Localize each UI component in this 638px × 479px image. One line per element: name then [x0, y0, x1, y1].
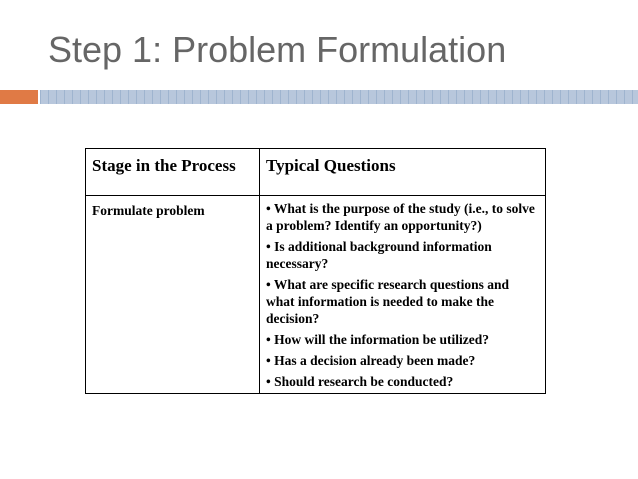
question-item: • Should research be conducted?	[266, 374, 454, 389]
question-item: • Has a decision already been made?	[266, 353, 476, 368]
question-list	[266, 200, 539, 390]
header-typical-questions: Typical Questions	[260, 149, 546, 196]
question-item: • How will the information be utilized?	[266, 332, 489, 347]
stage-cell: Formulate problem	[86, 196, 260, 394]
questions-cell	[260, 196, 546, 394]
table-row	[86, 196, 546, 394]
header-stage: Stage in the Process	[86, 149, 260, 196]
table-header-row	[86, 149, 546, 196]
title-accent-bar-blue	[40, 90, 638, 104]
question-item: • What is the purpose of the study (i.e., to solve a problem? Identify an opportunity?)	[266, 201, 535, 233]
stage-questions-table	[85, 148, 546, 394]
question-item: • Is additional background information necessary?	[266, 239, 492, 271]
title-accent-bar-orange	[0, 90, 38, 104]
question-item: • What are specific research questions and what information is needed to make the decision?	[266, 277, 509, 326]
slide-title: Step 1: Problem Formulation	[48, 29, 507, 70]
